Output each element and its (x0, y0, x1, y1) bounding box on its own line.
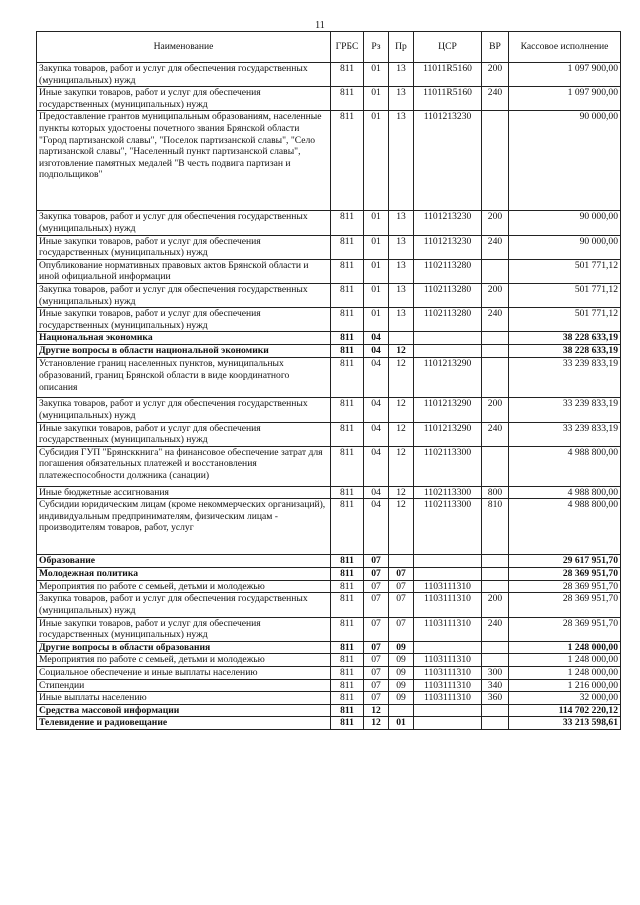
row-pr: 07 (389, 580, 414, 593)
row-amount: 33 239 833,19 (509, 358, 621, 398)
row-grbs: 811 (331, 446, 364, 486)
row-csr: 1101213230 (414, 211, 482, 235)
row-grbs: 811 (331, 283, 364, 307)
row-name: Иные закупки товаров, работ и услуг для обеспечения государственных (муниципальных) нужд (37, 422, 331, 446)
row-name: Иные закупки товаров, работ и услуг для обеспечения государственных (муниципальных) нужд (37, 617, 331, 641)
row-name: Телевидение и радиовещание (37, 717, 331, 730)
row-amount: 501 771,12 (509, 308, 621, 332)
row-csr: 1103111310 (414, 580, 482, 593)
row-rz: 07 (364, 568, 389, 581)
row-pr: 13 (389, 63, 414, 87)
row-vr (482, 111, 509, 211)
row-name: Мероприятия по работе с семьей, детьми и молодежью (37, 654, 331, 667)
row-amount: 90 000,00 (509, 111, 621, 211)
header-grbs: ГРБС (331, 32, 364, 63)
row-name: Молодежная политика (37, 568, 331, 581)
row-grbs: 811 (331, 704, 364, 717)
table-row (37, 332, 621, 345)
row-pr: 09 (389, 654, 414, 667)
row-vr: 300 (482, 667, 509, 680)
row-name: Закупка товаров, работ и услуг для обеспечения государственных (муниципальных) нужд (37, 63, 331, 87)
row-csr: 1103111310 (414, 654, 482, 667)
table-row (37, 235, 621, 259)
row-grbs: 811 (331, 422, 364, 446)
row-amount: 1 248 000,00 (509, 654, 621, 667)
row-name: Иные закупки товаров, работ и услуг для обеспечения государственных (муниципальных) нужд (37, 87, 331, 111)
row-csr: 11011R5160 (414, 87, 482, 111)
row-name: Опубликование нормативных правовых актов Брянской области и иной официальной информации (37, 259, 331, 283)
row-csr: 1101213230 (414, 235, 482, 259)
row-rz: 07 (364, 692, 389, 705)
table-row (37, 345, 621, 358)
row-amount: 38 228 633,19 (509, 345, 621, 358)
row-grbs: 811 (331, 593, 364, 617)
row-amount: 33 213 598,61 (509, 717, 621, 730)
row-name: Закупка товаров, работ и услуг для обеспечения государственных (муниципальных) нужд (37, 211, 331, 235)
row-vr (482, 358, 509, 398)
row-vr: 240 (482, 87, 509, 111)
row-csr (414, 555, 482, 568)
row-rz: 04 (364, 446, 389, 486)
row-csr: 1101213230 (414, 111, 482, 211)
table-row (37, 617, 621, 641)
table-row (37, 259, 621, 283)
row-vr (482, 259, 509, 283)
row-amount: 1 097 900,00 (509, 87, 621, 111)
row-name: Субсидии юридическим лицам (кроме некоммерческих организаций), индивидуальным предпринимателям, физическим лицам - производителям товаров, работ, услуг (37, 499, 331, 555)
row-rz: 07 (364, 667, 389, 680)
row-grbs: 811 (331, 211, 364, 235)
row-rz: 07 (364, 555, 389, 568)
row-grbs: 811 (331, 679, 364, 692)
row-grbs: 811 (331, 358, 364, 398)
row-vr: 360 (482, 692, 509, 705)
table-row (37, 446, 621, 486)
row-pr: 09 (389, 667, 414, 680)
row-vr: 200 (482, 593, 509, 617)
row-pr (389, 704, 414, 717)
row-grbs: 811 (331, 667, 364, 680)
row-name: Предоставление грантов муниципальным образованиям, населенные пункты которых удостоены почетного звания Брянской области "Город партизанской славы", "Поселок партизанской славы", "Село партизанской славы", "Населенный пункт партизанской славы", изготовление памятных медалей "В честь подвига партизан и подпольщиков" (37, 111, 331, 211)
row-csr (414, 704, 482, 717)
budget-execution-table (36, 31, 621, 730)
row-rz: 01 (364, 259, 389, 283)
table-row (37, 580, 621, 593)
row-amount: 1 216 000,00 (509, 679, 621, 692)
row-rz: 01 (364, 87, 389, 111)
row-csr: 1103111310 (414, 692, 482, 705)
table-header-row (37, 32, 621, 63)
row-grbs: 811 (331, 555, 364, 568)
row-amount: 90 000,00 (509, 235, 621, 259)
row-grbs: 811 (331, 617, 364, 641)
row-csr: 1103111310 (414, 679, 482, 692)
row-vr (482, 568, 509, 581)
row-pr: 12 (389, 345, 414, 358)
table-row (37, 679, 621, 692)
row-grbs: 811 (331, 235, 364, 259)
table-row (37, 87, 621, 111)
header-rz: Рз (364, 32, 389, 63)
row-rz: 01 (364, 308, 389, 332)
row-name: Закупка товаров, работ и услуг для обеспечения государственных (муниципальных) нужд (37, 283, 331, 307)
row-amount: 90 000,00 (509, 211, 621, 235)
row-csr: 1101213290 (414, 398, 482, 422)
row-csr: 1102113280 (414, 259, 482, 283)
row-vr: 200 (482, 63, 509, 87)
row-vr: 200 (482, 211, 509, 235)
row-pr: 13 (389, 235, 414, 259)
table-row (37, 398, 621, 422)
table-row (37, 486, 621, 499)
table-row (37, 717, 621, 730)
row-csr: 1103111310 (414, 667, 482, 680)
row-grbs: 811 (331, 111, 364, 211)
row-vr (482, 555, 509, 568)
row-amount: 4 988 800,00 (509, 446, 621, 486)
row-name: Иные закупки товаров, работ и услуг для обеспечения государственных (муниципальных) нужд (37, 308, 331, 332)
row-pr (389, 332, 414, 345)
row-amount: 28 369 951,70 (509, 593, 621, 617)
row-pr: 13 (389, 308, 414, 332)
row-csr (414, 641, 482, 654)
row-name: Субсидия ГУП "Брянсккнига" на финансовое обеспечение затрат для погашения обязательных платежей и восстановления платежеспособности должника (санации) (37, 446, 331, 486)
row-rz: 04 (364, 332, 389, 345)
row-amount: 501 771,12 (509, 259, 621, 283)
row-name: Закупка товаров, работ и услуг для обеспечения государственных (муниципальных) нужд (37, 593, 331, 617)
row-grbs: 811 (331, 641, 364, 654)
table-body (37, 63, 621, 730)
table-row (37, 499, 621, 555)
row-amount: 38 228 633,19 (509, 332, 621, 345)
row-grbs: 811 (331, 568, 364, 581)
table-row (37, 283, 621, 307)
row-rz: 04 (364, 398, 389, 422)
row-pr: 12 (389, 358, 414, 398)
page-number: 11 (315, 20, 325, 31)
row-csr (414, 345, 482, 358)
row-amount: 501 771,12 (509, 283, 621, 307)
row-rz: 07 (364, 580, 389, 593)
row-grbs: 811 (331, 259, 364, 283)
row-pr: 13 (389, 87, 414, 111)
row-pr: 13 (389, 259, 414, 283)
row-pr: 12 (389, 446, 414, 486)
row-amount: 33 239 833,19 (509, 422, 621, 446)
row-csr: 1102113300 (414, 446, 482, 486)
header-amount: Кассовое исполнение (509, 32, 621, 63)
table-row (37, 63, 621, 87)
row-name: Другие вопросы в области национальной экономики (37, 345, 331, 358)
row-vr (482, 446, 509, 486)
row-csr: 1102113280 (414, 283, 482, 307)
row-name: Национальная экономика (37, 332, 331, 345)
table-row (37, 308, 621, 332)
row-csr: 1102113300 (414, 486, 482, 499)
row-vr (482, 345, 509, 358)
row-name: Стипендии (37, 679, 331, 692)
row-rz: 07 (364, 593, 389, 617)
row-vr (482, 704, 509, 717)
row-name: Иные закупки товаров, работ и услуг для обеспечения государственных (муниципальных) нужд (37, 235, 331, 259)
table-row (37, 422, 621, 446)
row-pr: 07 (389, 593, 414, 617)
row-rz: 04 (364, 499, 389, 555)
row-vr (482, 654, 509, 667)
header-csr: ЦСР (414, 32, 482, 63)
row-csr: 11011R5160 (414, 63, 482, 87)
row-name: Средства массовой информации (37, 704, 331, 717)
row-vr: 340 (482, 679, 509, 692)
row-csr: 1102113300 (414, 499, 482, 555)
row-grbs: 811 (331, 499, 364, 555)
row-grbs: 811 (331, 87, 364, 111)
row-grbs: 811 (331, 486, 364, 499)
row-amount: 29 617 951,70 (509, 555, 621, 568)
row-csr: 1102113280 (414, 308, 482, 332)
row-pr: 13 (389, 283, 414, 307)
row-vr (482, 332, 509, 345)
table-row (37, 593, 621, 617)
row-rz: 12 (364, 717, 389, 730)
row-rz: 01 (364, 235, 389, 259)
row-grbs: 811 (331, 717, 364, 730)
row-amount: 28 369 951,70 (509, 568, 621, 581)
row-pr: 09 (389, 679, 414, 692)
row-vr (482, 641, 509, 654)
row-vr (482, 717, 509, 730)
table-row (37, 704, 621, 717)
row-pr: 12 (389, 422, 414, 446)
row-rz: 04 (364, 486, 389, 499)
row-grbs: 811 (331, 580, 364, 593)
row-pr: 13 (389, 211, 414, 235)
row-name: Образование (37, 555, 331, 568)
table-row (37, 654, 621, 667)
row-csr: 1103111310 (414, 593, 482, 617)
row-vr: 810 (482, 499, 509, 555)
row-csr (414, 717, 482, 730)
row-grbs: 811 (331, 345, 364, 358)
table-row (37, 358, 621, 398)
row-rz: 01 (364, 211, 389, 235)
row-pr: 12 (389, 398, 414, 422)
row-rz: 07 (364, 641, 389, 654)
table-row (37, 692, 621, 705)
row-csr: 1101213290 (414, 422, 482, 446)
table-row (37, 641, 621, 654)
row-csr: 1101213290 (414, 358, 482, 398)
row-pr: 09 (389, 641, 414, 654)
row-name: Закупка товаров, работ и услуг для обеспечения государственных (муниципальных) нужд (37, 398, 331, 422)
row-rz: 01 (364, 63, 389, 87)
row-vr: 240 (482, 308, 509, 332)
row-pr (389, 555, 414, 568)
table-row (37, 568, 621, 581)
row-vr: 200 (482, 398, 509, 422)
header-vr: ВР (482, 32, 509, 63)
row-amount: 32 000,00 (509, 692, 621, 705)
row-name: Иные выплаты населению (37, 692, 331, 705)
row-pr: 13 (389, 111, 414, 211)
row-rz: 01 (364, 283, 389, 307)
row-csr (414, 568, 482, 581)
row-rz: 07 (364, 654, 389, 667)
row-grbs: 811 (331, 692, 364, 705)
row-vr: 240 (482, 422, 509, 446)
row-amount: 28 369 951,70 (509, 617, 621, 641)
row-name: Социальное обеспечение и иные выплаты населению (37, 667, 331, 680)
table-row (37, 667, 621, 680)
row-name: Иные бюджетные ассигнования (37, 486, 331, 499)
row-amount: 114 702 220,12 (509, 704, 621, 717)
row-pr: 07 (389, 568, 414, 581)
row-rz: 07 (364, 679, 389, 692)
row-rz: 01 (364, 111, 389, 211)
row-rz: 04 (364, 345, 389, 358)
row-pr: 01 (389, 717, 414, 730)
row-pr: 12 (389, 499, 414, 555)
row-grbs: 811 (331, 63, 364, 87)
row-name: Мероприятия по работе с семьей, детьми и молодежью (37, 580, 331, 593)
row-grbs: 811 (331, 332, 364, 345)
row-vr (482, 580, 509, 593)
header-name: Наименование (37, 32, 331, 63)
row-name: Другие вопросы в области образования (37, 641, 331, 654)
row-vr: 240 (482, 235, 509, 259)
row-csr (414, 332, 482, 345)
table-row (37, 211, 621, 235)
row-amount: 33 239 833,19 (509, 398, 621, 422)
row-pr: 07 (389, 617, 414, 641)
row-rz: 07 (364, 617, 389, 641)
row-name: Установление границ населенных пунктов, муниципальных образований, границ Брянской области в виде координатного описания (37, 358, 331, 398)
row-rz: 04 (364, 358, 389, 398)
row-vr: 800 (482, 486, 509, 499)
row-csr: 1103111310 (414, 617, 482, 641)
row-grbs: 811 (331, 398, 364, 422)
row-amount: 1 097 900,00 (509, 63, 621, 87)
row-rz: 04 (364, 422, 389, 446)
row-vr: 200 (482, 283, 509, 307)
row-pr: 12 (389, 486, 414, 499)
row-amount: 1 248 000,00 (509, 667, 621, 680)
row-amount: 1 248 000,00 (509, 641, 621, 654)
table-row (37, 111, 621, 211)
table-row (37, 555, 621, 568)
row-rz: 12 (364, 704, 389, 717)
row-amount: 28 369 951,70 (509, 580, 621, 593)
row-amount: 4 988 800,00 (509, 499, 621, 555)
row-grbs: 811 (331, 308, 364, 332)
row-vr: 240 (482, 617, 509, 641)
row-amount: 4 988 800,00 (509, 486, 621, 499)
row-pr: 09 (389, 692, 414, 705)
row-grbs: 811 (331, 654, 364, 667)
header-pr: Пр (389, 32, 414, 63)
